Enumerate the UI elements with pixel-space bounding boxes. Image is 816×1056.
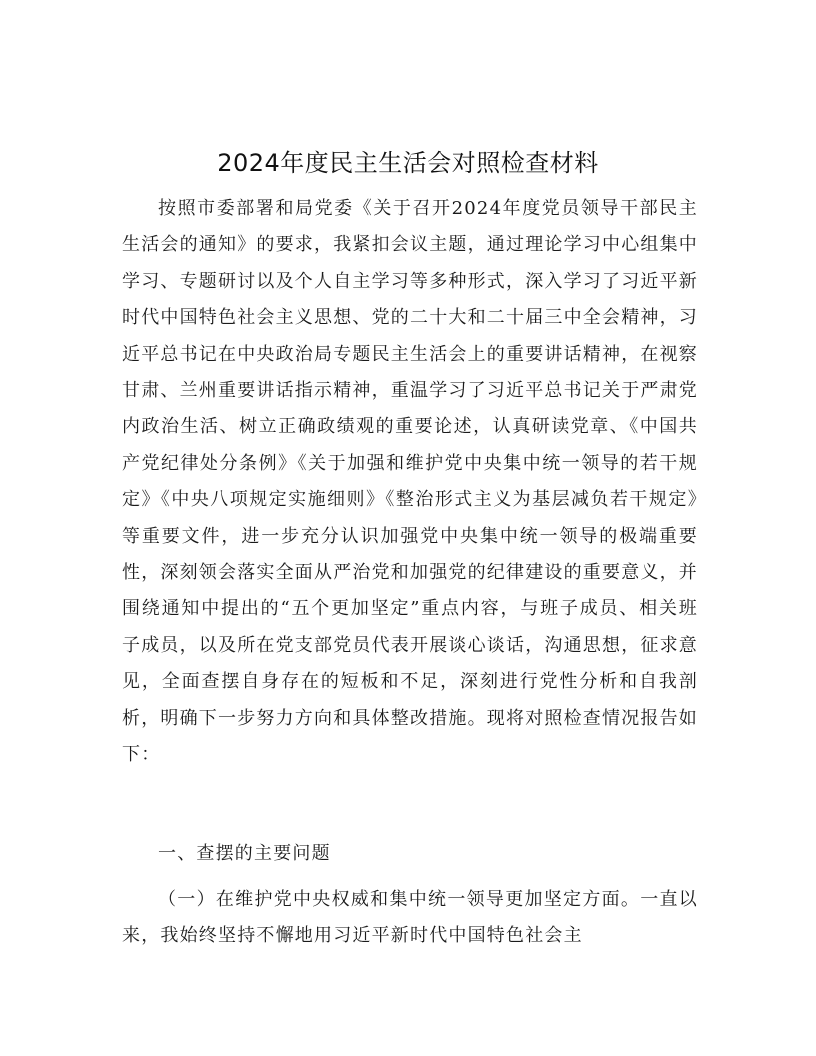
document-title: 2024年度民主生活会对照检查材料 [217, 149, 599, 177]
subsection-paragraph: （一）在维护党中央权威和集中统一领导更加坚定方面。一直以来，我始终坚持不懈地用习近平新时代中国特色社会主 [122, 889, 698, 947]
section-heading: 一、查摆的主要问题 [158, 843, 331, 864]
intro-paragraph: 按照市委部署和局党委《关于召开2024年度党员领导干部民主生活会的通知》的要求，我紧扣会议主题，通过理论学习中心组集中学习、专题研讨以及个人自主学习等多种形式，深入学习了习近平新时代中国特色社会主义思想、党的二十大和二十届三中全会精神，习近平总书记在中央政治局专题民主生活会上的重要讲话精神，在视察甘肃、兰州重要讲话指示精神，重温学习了习近平总书记关于严肃党内政治生活、树立正确政绩观的重要论述，认真研读党章、《中国共产党纪律处分条例》《关于加强和维护党中央集中统一领导的若干规定》《中央八项规定实施细则》《整治形式主义为基层减负若干规定》等重要文件，进一步充分认识加强党中央集中统一领导的极端重要性，深刻领会落实全面从严治党和加强党的纪律建设的重要意义，并围绕通知中提出的“五个更加坚定”重点内容，与班子成员、相关班子成员，以及所在党支部党员代表开展谈心谈话，沟通思想，征求意见，全面查摆自身存在的短板和不足，深刻进行党性分析和自我剖析，明确下一步努力方向和具体整改措施。现将对照检查情况报告如下： [122, 198, 698, 766]
